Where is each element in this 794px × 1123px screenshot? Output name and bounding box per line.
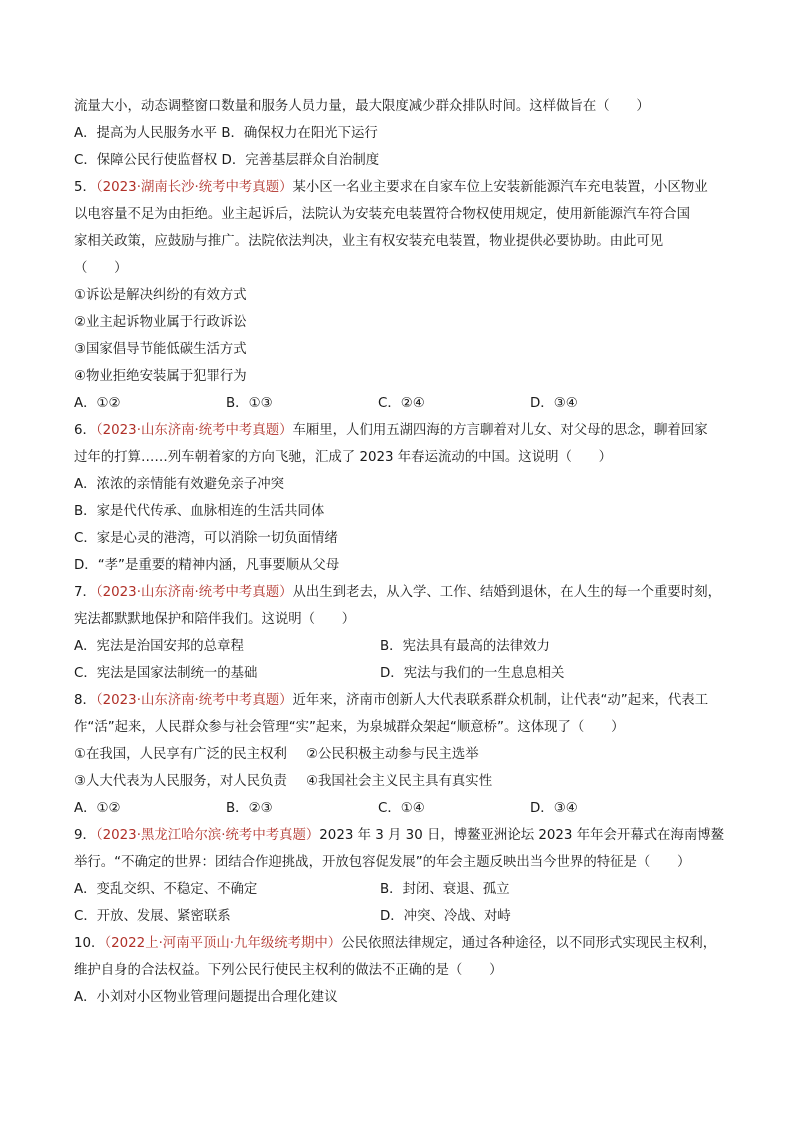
q8-option-b: B．②③: [226, 801, 273, 816]
q9-source: （2023·黑龙江哈尔滨·统考中考真题）: [95, 828, 320, 843]
q5-item-1: ①诉讼是解决纠纷的有效方式: [74, 288, 247, 303]
q5-options: [74, 390, 734, 417]
q7-option-b: B．宪法具有最高的法律效力: [380, 639, 550, 654]
q4-stem-line: 流量大小，动态调整窗口数量和服务人员力量，最大限度减少群众排队时间。这样做旨在（ ）: [74, 99, 650, 114]
q6-option-d: D．“孝”是重要的精神内涵，凡事要顺从父母: [74, 558, 340, 573]
q6-number: 6．: [74, 423, 96, 438]
q5-stem-line-3: 家相关政策，应鼓励与推广。法院依法判决，业主有权安装充电装置，物业提供必要协助。由此可见: [74, 234, 664, 249]
q8-item-2: ②公民积极主动参与民主选举: [306, 747, 479, 762]
q8-item-3: ③人大代表为人民服务，对人民负责: [74, 774, 287, 789]
q5-stem-text-1: 某小区一名业主要求在自家车位上安装新能源汽车充电装置，小区物业: [292, 180, 708, 195]
q8-option-d: D．③④: [530, 801, 578, 816]
q9-number: 9．: [74, 828, 96, 843]
q6-source: （2023·山东济南·统考中考真题）: [95, 423, 293, 438]
q5-stem-line-2: 以电容量不足为由拒绝。业主起诉后，法院认为安装充电装置符合物权使用规定，使用新能源汽车符合国: [74, 207, 690, 222]
q7-stem-text-1: 从出生到老去，从入学、工作、结婚到退休，在人生的每一个重要时刻，: [292, 585, 721, 600]
q8-item-1: ①在我国，人民享有广泛的民主权利: [74, 747, 287, 762]
q10-stem-text-1: 公民依照法律规定，通过各种途径，以不同形式实现民主权利，: [341, 936, 717, 951]
q8-items-34: [74, 768, 734, 795]
q5-item-3: ③国家倡导节能低碳生活方式: [74, 342, 247, 357]
q7-option-c: C．宪法是国家法制统一的基础: [74, 666, 258, 681]
q9-option-c: C．开放、发展、紧密联系: [74, 909, 231, 924]
q10-option-a: A．小刘对小区物业管理问题提出合理化建议: [74, 990, 338, 1005]
q9-option-b: B．封闭、衰退、孤立: [380, 882, 510, 897]
q5-number: 5．: [74, 180, 96, 195]
q5-item-2: ②业主起诉物业属于行政诉讼: [74, 315, 247, 330]
q5-source: （2023·湖南长沙·统考中考真题）: [95, 180, 293, 195]
q5-stem-line-4: （ ）: [74, 261, 128, 276]
q10-stem-line-1: [74, 930, 734, 957]
q10-source: （2022上·河南平顶山·九年级统考期中）: [104, 936, 342, 951]
q6-option-b: B．家是代代传承、血脉相连的生活共同体: [74, 504, 325, 519]
q7-number: 7．: [74, 585, 96, 600]
q8-item-4: ④我国社会主义民主具有真实性: [306, 774, 493, 789]
q9-option-d: D．冲突、冷战、对峙: [380, 909, 511, 924]
q7-stem-line-1: [74, 579, 734, 606]
q8-number: 8．: [74, 693, 96, 708]
q7-option-d: D．宪法与我们的一生息息相关: [380, 666, 565, 681]
q5-item-4: ④物业拒绝安装属于犯罪行为: [74, 369, 247, 384]
question-list: [74, 93, 734, 1011]
q8-option-a: A．①②: [74, 801, 121, 816]
q5-option-d: D．③④: [530, 396, 578, 411]
q8-source: （2023·山东济南·统考中考真题）: [95, 693, 293, 708]
q5-option-a: A．①②: [74, 396, 121, 411]
q8-options: [74, 795, 734, 822]
q7-options-ab: [74, 633, 734, 660]
q7-option-a: A．宪法是治国安邦的总章程: [74, 639, 244, 654]
q7-stem-line-2: 宪法都默默地保护和陪伴我们。这说明（ ）: [74, 612, 356, 627]
q9-stem-line-1: [74, 822, 734, 849]
q9-stem-line-2: 举行。“不确定的世界：团结合作迎挑战，开放包容促发展”的年会主题反映出当今世界的特征是（ ）: [74, 855, 691, 870]
q6-stem-line-2: 过年的打算……列车朝着家的方向飞驰，汇成了 2023 年春运流动的中国。这说明（ ）: [74, 450, 613, 465]
q9-options-cd: [74, 903, 734, 930]
q9-options-ab: [74, 876, 734, 903]
q7-options-cd: [74, 660, 734, 687]
q8-stem-line-1: [74, 687, 734, 714]
q8-option-c: C．①④: [378, 801, 425, 816]
q5-stem-line-1: [74, 174, 734, 201]
q4-options-ab: A．提高为人民服务水平 B．确保权力在阳光下运行: [74, 126, 378, 141]
q6-stem-text-1: 车厢里，人们用五湖四海的方言聊着对儿女、对父母的思念，聊着回家: [292, 423, 708, 438]
q10-number: 10．: [74, 936, 105, 951]
q10-stem-line-2: 维护自身的合法权益。下列公民行使民主权利的做法不正确的是（ ）: [74, 963, 503, 978]
q9-option-a: A．变乱交织、不稳定、不确定: [74, 882, 258, 897]
q6-stem-line-1: [74, 417, 734, 444]
q8-items-12: [74, 741, 734, 768]
q6-option-c: C．家是心灵的港湾，可以消除一切负面情绪: [74, 531, 338, 546]
q8-stem-line-2: 作“活”起来，人民群众参与社会管理“实”起来，为泉城群众架起“顺意桥”。这体现了（ ）: [74, 720, 625, 735]
q9-stem-text-1: 2023 年 3 月 30 日，博鳌亚洲论坛 2023 年年会开幕式在海南博鳌: [319, 828, 724, 843]
q5-option-b: B．①③: [226, 396, 273, 411]
q4-options-cd: C．保障公民行使监督权 D．完善基层群众自治制度: [74, 153, 380, 168]
q8-stem-text-1: 近年来，济南市创新人大代表联系群众机制，让代表“动”起来，代表工: [292, 693, 709, 708]
q7-source: （2023·山东济南·统考中考真题）: [95, 585, 293, 600]
q6-option-a: A．浓浓的亲情能有效避免亲子冲突: [74, 477, 285, 492]
q5-option-c: C．②④: [378, 396, 425, 411]
